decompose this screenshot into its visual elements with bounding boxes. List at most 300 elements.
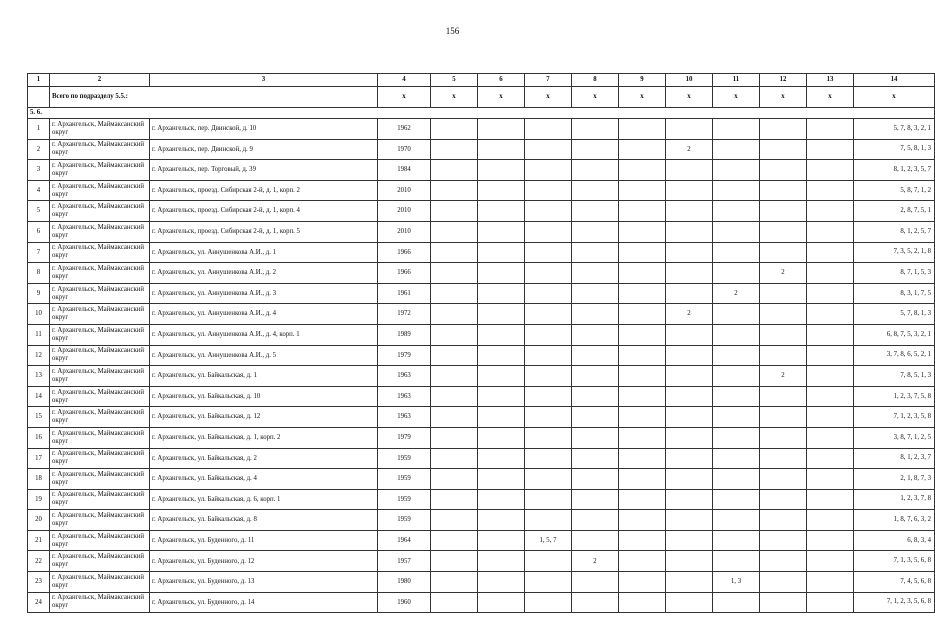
- district-cell: г. Архангельск, Маймаксанский округ: [50, 304, 150, 325]
- district-cell: г. Архангельск, Маймаксанский округ: [50, 201, 150, 222]
- col9-cell: [619, 180, 666, 201]
- col14-cell: 6, 8, 7, 5, 3, 2, 1: [854, 324, 935, 345]
- address-cell: г. Архангельск, ул. Аннушенкова А.И., д. 3: [150, 283, 378, 304]
- col7-cell: [525, 592, 572, 613]
- col13-cell: [807, 345, 854, 366]
- col8-cell: [572, 304, 619, 325]
- col6-cell: [478, 119, 525, 140]
- col7-cell: [525, 221, 572, 242]
- col10-cell: 2: [666, 139, 713, 160]
- col5-cell: [431, 180, 478, 201]
- col6-cell: [478, 407, 525, 428]
- col11-cell: [713, 221, 760, 242]
- subtotal-value: x: [760, 87, 807, 108]
- col9-cell: [619, 345, 666, 366]
- col10-cell: [666, 489, 713, 510]
- district-cell: г. Архангельск, Маймаксанский округ: [50, 242, 150, 263]
- district-cell: г. Архангельск, Маймаксанский округ: [50, 489, 150, 510]
- col9-cell: [619, 510, 666, 531]
- col14-cell: 8, 1, 2, 3, 5, 7: [854, 160, 935, 181]
- subtotal-value: x: [854, 87, 935, 108]
- year-cell: 1959: [378, 510, 431, 531]
- year-cell: 1962: [378, 119, 431, 140]
- subtotal-value: x: [619, 87, 666, 108]
- col10-cell: [666, 283, 713, 304]
- address-cell: г. Архангельск, ул. Байкальская, д. 12: [150, 407, 378, 428]
- year-cell: 1964: [378, 530, 431, 551]
- col14-cell: 1, 8, 7, 6, 3, 2: [854, 510, 935, 531]
- col10-cell: [666, 242, 713, 263]
- row-number: 8: [28, 263, 50, 284]
- col9-cell: [619, 592, 666, 613]
- row-number: 16: [28, 427, 50, 448]
- table-row: [28, 530, 935, 551]
- col6-cell: [478, 242, 525, 263]
- col7-cell: [525, 510, 572, 531]
- col5-cell: [431, 263, 478, 284]
- col10-cell: [666, 427, 713, 448]
- col12-cell: [760, 139, 807, 160]
- table-row: [28, 201, 935, 222]
- column-header: 12: [760, 74, 807, 87]
- col6-cell: [478, 489, 525, 510]
- col11-cell: [713, 489, 760, 510]
- district-cell: г. Архангельск, Маймаксанский округ: [50, 551, 150, 572]
- col8-cell: [572, 510, 619, 531]
- year-cell: 1972: [378, 304, 431, 325]
- district-cell: г. Архангельск, Маймаксанский округ: [50, 366, 150, 387]
- col5-cell: [431, 324, 478, 345]
- row-number: 14: [28, 386, 50, 407]
- col9-cell: [619, 201, 666, 222]
- col8-cell: [572, 242, 619, 263]
- column-header-row: [28, 74, 935, 87]
- col5-cell: [431, 345, 478, 366]
- col6-cell: [478, 345, 525, 366]
- col14-cell: 2, 8, 7, 5, 1: [854, 201, 935, 222]
- year-cell: 1960: [378, 592, 431, 613]
- col13-cell: [807, 221, 854, 242]
- col13-cell: [807, 592, 854, 613]
- col9-cell: [619, 530, 666, 551]
- col14-cell: 7, 1, 3, 5, 6, 8: [854, 551, 935, 572]
- table-row: [28, 510, 935, 531]
- col11-cell: [713, 366, 760, 387]
- col6-cell: [478, 180, 525, 201]
- col11-cell: [713, 324, 760, 345]
- col13-cell: [807, 304, 854, 325]
- col9-cell: [619, 469, 666, 490]
- col9-cell: [619, 263, 666, 284]
- col8-cell: [572, 469, 619, 490]
- col14-cell: 3, 8, 7, 1, 2, 5: [854, 427, 935, 448]
- column-header: 2: [50, 74, 150, 87]
- col9-cell: [619, 572, 666, 593]
- row-number: 5: [28, 201, 50, 222]
- col12-cell: [760, 160, 807, 181]
- section-label: 5. 6.: [28, 108, 935, 119]
- table-row: [28, 551, 935, 572]
- col14-cell: 7, 1, 2, 3, 5, 8: [854, 407, 935, 428]
- col9-cell: [619, 242, 666, 263]
- row-number: 7: [28, 242, 50, 263]
- table-row: [28, 572, 935, 593]
- row-number: 1: [28, 119, 50, 140]
- col9-cell: [619, 324, 666, 345]
- address-cell: г. Архангельск, ул. Буденного, д. 13: [150, 572, 378, 593]
- col5-cell: [431, 530, 478, 551]
- district-cell: г. Архангельск, Маймаксанский округ: [50, 469, 150, 490]
- col13-cell: [807, 551, 854, 572]
- col13-cell: [807, 180, 854, 201]
- col8-cell: [572, 283, 619, 304]
- col13-cell: [807, 242, 854, 263]
- col9-cell: [619, 221, 666, 242]
- col7-cell: [525, 345, 572, 366]
- col12-cell: 2: [760, 366, 807, 387]
- col9-cell: [619, 366, 666, 387]
- col9-cell: [619, 427, 666, 448]
- col7-cell: [525, 180, 572, 201]
- table-row: [28, 407, 935, 428]
- address-cell: г. Архангельск, ул. Байкальская, д. 2: [150, 448, 378, 469]
- col6-cell: [478, 263, 525, 284]
- col11-cell: [713, 304, 760, 325]
- address-cell: г. Архангельск, ул. Буденного, д. 11: [150, 530, 378, 551]
- col5-cell: [431, 407, 478, 428]
- district-cell: г. Архангельск, Маймаксанский округ: [50, 119, 150, 140]
- col11-cell: [713, 345, 760, 366]
- col12-cell: [760, 119, 807, 140]
- col6-cell: [478, 469, 525, 490]
- table-row: [28, 242, 935, 263]
- subtotal-value: x: [572, 87, 619, 108]
- col8-cell: [572, 448, 619, 469]
- year-cell: 1984: [378, 160, 431, 181]
- district-cell: г. Архангельск, Маймаксанский округ: [50, 221, 150, 242]
- col9-cell: [619, 119, 666, 140]
- col14-cell: 7, 3, 5, 2, 1, 8: [854, 242, 935, 263]
- table-row: [28, 180, 935, 201]
- col6-cell: [478, 324, 525, 345]
- col8-cell: [572, 407, 619, 428]
- col11-cell: [713, 427, 760, 448]
- year-cell: 1963: [378, 407, 431, 428]
- column-header: 13: [807, 74, 854, 87]
- address-cell: г. Архангельск, ул. Байкальская, д. 8: [150, 510, 378, 531]
- address-cell: г. Архангельск, ул. Аннушенкова А.И., д. 2: [150, 263, 378, 284]
- column-header: 1: [28, 74, 50, 87]
- col11-cell: [713, 469, 760, 490]
- col14-cell: 2, 1, 8, 7, 3: [854, 469, 935, 490]
- table-row: [28, 119, 935, 140]
- subtotal-value: x: [378, 87, 431, 108]
- col5-cell: [431, 201, 478, 222]
- col6-cell: [478, 427, 525, 448]
- col10-cell: [666, 386, 713, 407]
- col12-cell: [760, 489, 807, 510]
- address-cell: г. Архангельск, ул. Аннушенкова А.И., д. 1: [150, 242, 378, 263]
- row-number: 24: [28, 592, 50, 613]
- col12-cell: [760, 386, 807, 407]
- col13-cell: [807, 201, 854, 222]
- year-cell: 1980: [378, 572, 431, 593]
- col5-cell: [431, 242, 478, 263]
- subtotal-value: x: [713, 87, 760, 108]
- year-cell: 2010: [378, 180, 431, 201]
- col9-cell: [619, 160, 666, 181]
- col9-cell: [619, 489, 666, 510]
- district-cell: г. Архангельск, Маймаксанский округ: [50, 407, 150, 428]
- col11-cell: [713, 551, 760, 572]
- col7-cell: [525, 366, 572, 387]
- col13-cell: [807, 283, 854, 304]
- col7-cell: [525, 572, 572, 593]
- column-header: 9: [619, 74, 666, 87]
- col13-cell: [807, 469, 854, 490]
- col7-cell: [525, 160, 572, 181]
- district-cell: г. Архангельск, Маймаксанский округ: [50, 530, 150, 551]
- col10-cell: [666, 180, 713, 201]
- col12-cell: 2: [760, 263, 807, 284]
- year-cell: 2010: [378, 201, 431, 222]
- col11-cell: [713, 160, 760, 181]
- col14-cell: 5, 7, 8, 3, 2, 1: [854, 119, 935, 140]
- col8-cell: [572, 572, 619, 593]
- col13-cell: [807, 530, 854, 551]
- col12-cell: [760, 592, 807, 613]
- district-cell: г. Архангельск, Маймаксанский округ: [50, 386, 150, 407]
- district-cell: г. Архангельск, Маймаксанский округ: [50, 160, 150, 181]
- col14-cell: 8, 3, 1, 7, 5: [854, 283, 935, 304]
- col8-cell: 2: [572, 551, 619, 572]
- col14-cell: 1, 2, 3, 7, 5, 8: [854, 386, 935, 407]
- district-cell: г. Архангельск, Маймаксанский округ: [50, 510, 150, 531]
- row-number: 17: [28, 448, 50, 469]
- address-cell: г. Архангельск, ул. Аннушенкова А.И., д. 4, корп. 1: [150, 324, 378, 345]
- housing-table: [27, 73, 935, 613]
- col10-cell: [666, 407, 713, 428]
- col10-cell: [666, 119, 713, 140]
- year-cell: 2010: [378, 221, 431, 242]
- col11-cell: [713, 510, 760, 531]
- col5-cell: [431, 572, 478, 593]
- address-cell: г. Архангельск, ул. Байкальская, д. 6, корп. 1: [150, 489, 378, 510]
- col13-cell: [807, 324, 854, 345]
- col13-cell: [807, 510, 854, 531]
- table-row: [28, 160, 935, 181]
- col7-cell: [525, 407, 572, 428]
- col12-cell: [760, 551, 807, 572]
- col10-cell: [666, 592, 713, 613]
- col10-cell: [666, 572, 713, 593]
- row-number: 15: [28, 407, 50, 428]
- col12-cell: [760, 448, 807, 469]
- col8-cell: [572, 489, 619, 510]
- col5-cell: [431, 139, 478, 160]
- col5-cell: [431, 160, 478, 181]
- col8-cell: [572, 592, 619, 613]
- col10-cell: [666, 366, 713, 387]
- district-cell: г. Архангельск, Маймаксанский округ: [50, 180, 150, 201]
- page-number: 156: [445, 26, 460, 36]
- address-cell: г. Архангельск, проезд. Сибирская 2-й, д. 1, корп. 5: [150, 221, 378, 242]
- col8-cell: [572, 139, 619, 160]
- col7-cell: [525, 551, 572, 572]
- col7-cell: [525, 283, 572, 304]
- address-cell: г. Архангельск, пер. Двинской, д. 10: [150, 119, 378, 140]
- col6-cell: [478, 283, 525, 304]
- col13-cell: [807, 489, 854, 510]
- col11-cell: [713, 386, 760, 407]
- col12-cell: [760, 180, 807, 201]
- col7-cell: [525, 386, 572, 407]
- row-number: 3: [28, 160, 50, 181]
- year-cell: 1959: [378, 489, 431, 510]
- address-cell: г. Архангельск, ул. Буденного, д. 12: [150, 551, 378, 572]
- col10-cell: [666, 221, 713, 242]
- col11-cell: [713, 139, 760, 160]
- col6-cell: [478, 201, 525, 222]
- district-cell: г. Архангельск, Маймаксанский округ: [50, 592, 150, 613]
- col7-cell: [525, 263, 572, 284]
- col13-cell: [807, 366, 854, 387]
- col8-cell: [572, 345, 619, 366]
- col14-cell: 8, 1, 2, 3, 7: [854, 448, 935, 469]
- district-cell: г. Архангельск, Маймаксанский округ: [50, 448, 150, 469]
- col13-cell: [807, 448, 854, 469]
- row-number: 21: [28, 530, 50, 551]
- col13-cell: [807, 386, 854, 407]
- col11-cell: [713, 201, 760, 222]
- col13-cell: [807, 572, 854, 593]
- row-number: 9: [28, 283, 50, 304]
- table-row: [28, 366, 935, 387]
- row-number: 2: [28, 139, 50, 160]
- col6-cell: [478, 572, 525, 593]
- col9-cell: [619, 283, 666, 304]
- row-number: 6: [28, 221, 50, 242]
- row-number: 10: [28, 304, 50, 325]
- col14-cell: 1, 2, 3, 7, 8: [854, 489, 935, 510]
- col13-cell: [807, 263, 854, 284]
- subtotal-value: x: [666, 87, 713, 108]
- col5-cell: [431, 119, 478, 140]
- row-number: 22: [28, 551, 50, 572]
- col10-cell: [666, 263, 713, 284]
- col10-cell: 2: [666, 304, 713, 325]
- col8-cell: [572, 180, 619, 201]
- col11-cell: 1, 3: [713, 572, 760, 593]
- col14-cell: 7, 1, 2, 3, 5, 6, 8: [854, 592, 935, 613]
- col7-cell: [525, 201, 572, 222]
- address-cell: г. Архангельск, ул. Аннушенкова А.И., д. 4: [150, 304, 378, 325]
- col10-cell: [666, 530, 713, 551]
- col11-cell: [713, 592, 760, 613]
- row-number: 18: [28, 469, 50, 490]
- col8-cell: [572, 221, 619, 242]
- row-number: 23: [28, 572, 50, 593]
- col14-cell: 5, 7, 8, 1, 3: [854, 304, 935, 325]
- district-cell: г. Архангельск, Маймаксанский округ: [50, 572, 150, 593]
- col8-cell: [572, 263, 619, 284]
- col10-cell: [666, 510, 713, 531]
- year-cell: 1961: [378, 283, 431, 304]
- col5-cell: [431, 551, 478, 572]
- col12-cell: [760, 572, 807, 593]
- col6-cell: [478, 160, 525, 181]
- row-number: 12: [28, 345, 50, 366]
- col7-cell: 1, 5, 7: [525, 530, 572, 551]
- col12-cell: [760, 304, 807, 325]
- col12-cell: [760, 530, 807, 551]
- col6-cell: [478, 448, 525, 469]
- table-row: [28, 386, 935, 407]
- col14-cell: 5, 8, 7, 1, 2: [854, 180, 935, 201]
- col14-cell: 6, 8, 3, 4: [854, 530, 935, 551]
- column-header: 6: [478, 74, 525, 87]
- address-cell: г. Архангельск, ул. Аннушенкова А.И., д. 5: [150, 345, 378, 366]
- col5-cell: [431, 448, 478, 469]
- subtotal-value: x: [478, 87, 525, 108]
- address-cell: г. Архангельск, ул. Байкальская, д. 1: [150, 366, 378, 387]
- table-row: [28, 221, 935, 242]
- col11-cell: [713, 407, 760, 428]
- col6-cell: [478, 510, 525, 531]
- col14-cell: 8, 1, 2, 5, 7: [854, 221, 935, 242]
- table-row: [28, 448, 935, 469]
- address-cell: г. Архангельск, проезд. Сибирская 2-й, д. 1, корп. 4: [150, 201, 378, 222]
- column-header: 4: [378, 74, 431, 87]
- district-cell: г. Архангельск, Маймаксанский округ: [50, 324, 150, 345]
- column-header: 5: [431, 74, 478, 87]
- col10-cell: [666, 201, 713, 222]
- col6-cell: [478, 366, 525, 387]
- col10-cell: [666, 551, 713, 572]
- section-row: [28, 108, 935, 119]
- table-row: [28, 304, 935, 325]
- row-number: 4: [28, 180, 50, 201]
- col11-cell: [713, 119, 760, 140]
- column-header: 14: [854, 74, 935, 87]
- col7-cell: [525, 242, 572, 263]
- row-number: 13: [28, 366, 50, 387]
- table-row: [28, 489, 935, 510]
- row-number: 20: [28, 510, 50, 531]
- year-cell: 1966: [378, 242, 431, 263]
- col8-cell: [572, 530, 619, 551]
- col12-cell: [760, 242, 807, 263]
- col7-cell: [525, 448, 572, 469]
- column-header: 8: [572, 74, 619, 87]
- col10-cell: [666, 469, 713, 490]
- col13-cell: [807, 407, 854, 428]
- table-row: [28, 263, 935, 284]
- col13-cell: [807, 119, 854, 140]
- col8-cell: [572, 386, 619, 407]
- col5-cell: [431, 283, 478, 304]
- col5-cell: [431, 510, 478, 531]
- col8-cell: [572, 366, 619, 387]
- col12-cell: [760, 345, 807, 366]
- address-cell: г. Архангельск, проезд. Сибирская 2-й, д. 1, корп. 2: [150, 180, 378, 201]
- col5-cell: [431, 469, 478, 490]
- col14-cell: 8, 7, 1, 5, 3: [854, 263, 935, 284]
- col10-cell: [666, 345, 713, 366]
- col8-cell: [572, 427, 619, 448]
- year-cell: 1959: [378, 448, 431, 469]
- district-cell: г. Архангельск, Маймаксанский округ: [50, 345, 150, 366]
